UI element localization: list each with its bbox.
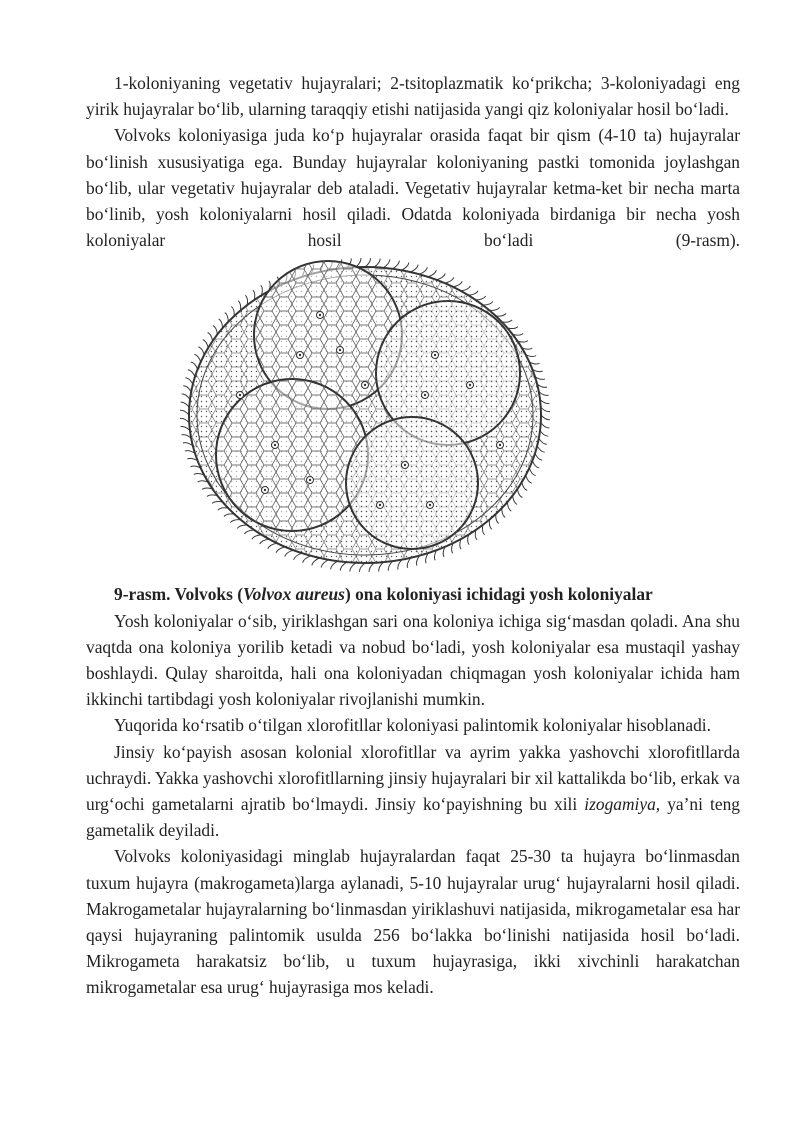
- paragraph-palintomic: Yuqorida ko‘rsatib o‘tilgan xlorofitllar koloniyasi palintomik koloniyalar hisoblanadi.: [114, 715, 711, 736]
- daughter-colony: [346, 417, 478, 549]
- paragraph-gametes: Volvoks koloniyasidagi minglab hujayralardan faqat 25-30 ta hujayra bo‘linmasdan tuxum hujayra (makrogameta)larga aylanadi, 5-10 hujayralar urug‘ hujayralarni hosil qiladi. Makrogametalar hujayralarning bo‘linmasdan yiriklashuvi natijasida, mikrogametalar esa har qaysi hujayraning palintomik usulda 256 bo‘lakka bo‘linishi natijasida hosil bo‘ladi. Mikrogameta harakatsiz bo‘lib, u tuxum hujayrasiga, ikki xivchinli harakatchan mikrogametalar esa urug‘ hujayrasiga mos keladi.: [86, 846, 740, 998]
- caption-latin-name: Volvox aureus: [243, 584, 345, 605]
- figure-volvox: [86, 255, 740, 573]
- figure-caption: 9-rasm. Volvoks (Volvox aureus) ona koloniyasi ichidagi yosh koloniyalar: [114, 584, 653, 605]
- paragraph-vegetative-cells: Volvoks koloniyasiga juda ko‘p hujayralar orasida faqat bir qism (4-10 ta) hujayralar bo‘linish xususiyatiga ega. Bunday hujayralar koloniyaning pastki tomonida joylashgan bo‘lib, ular vegetativ hujayralar deb ataladi. Vegetativ hujayralar ketma-ket bir necha marta bo‘linib, yosh koloniyalarni hosil qiladi. Odatda koloniyada birdaniga bir necha yosh koloniyalar hosil bo‘ladi (9-rasm).: [86, 125, 740, 251]
- paragraph-young-colonies: Yosh koloniyalar o‘sib, yiriklashgan sari ona koloniya ichiga sig‘masdan qoladi. Ana shu vaqtda ona koloniya yorilib ketadi va nobud bo‘ladi, yosh koloniyalar esa mustaqil yashay boshlaydi. Qulay sharoitda, hali ona koloniyadan chiqmagan yosh koloniyalar ichida ham ikkinchi tartibdagi yosh koloniyalar rivojlanishi mumkin.: [86, 610, 740, 710]
- paragraph-sexual-reproduction: Jinsiy ko‘payish asosan kolonial xlorofitllar va ayrim yakka yashovchi xlorofitllarda uchraydi. Yakka yashovchi xlorofitllarning jinsiy hujayralari bir xil kattalikda bo‘lib, erkak va urg‘ochi gametalarni ajratib bo‘lmaydi. Jinsiy ko‘payishning bu xili izogamiya, ya’ni teng gametalik deyiladi.: [86, 741, 740, 841]
- document-page: [86, 70, 740, 1001]
- paragraph-legend: 1-koloniyaning vegetativ hujayralari; 2-tsitoplazmatik ko‘prikcha; 3-koloniyadagi eng yirik hujayralar bo‘lib, ularning taraqqiy etishi natijasida yangi qiz koloniyalar hosil bo‘ladi.: [86, 73, 740, 120]
- volvox-colony-illustration: [180, 255, 550, 573]
- daughter-colony: [216, 379, 368, 531]
